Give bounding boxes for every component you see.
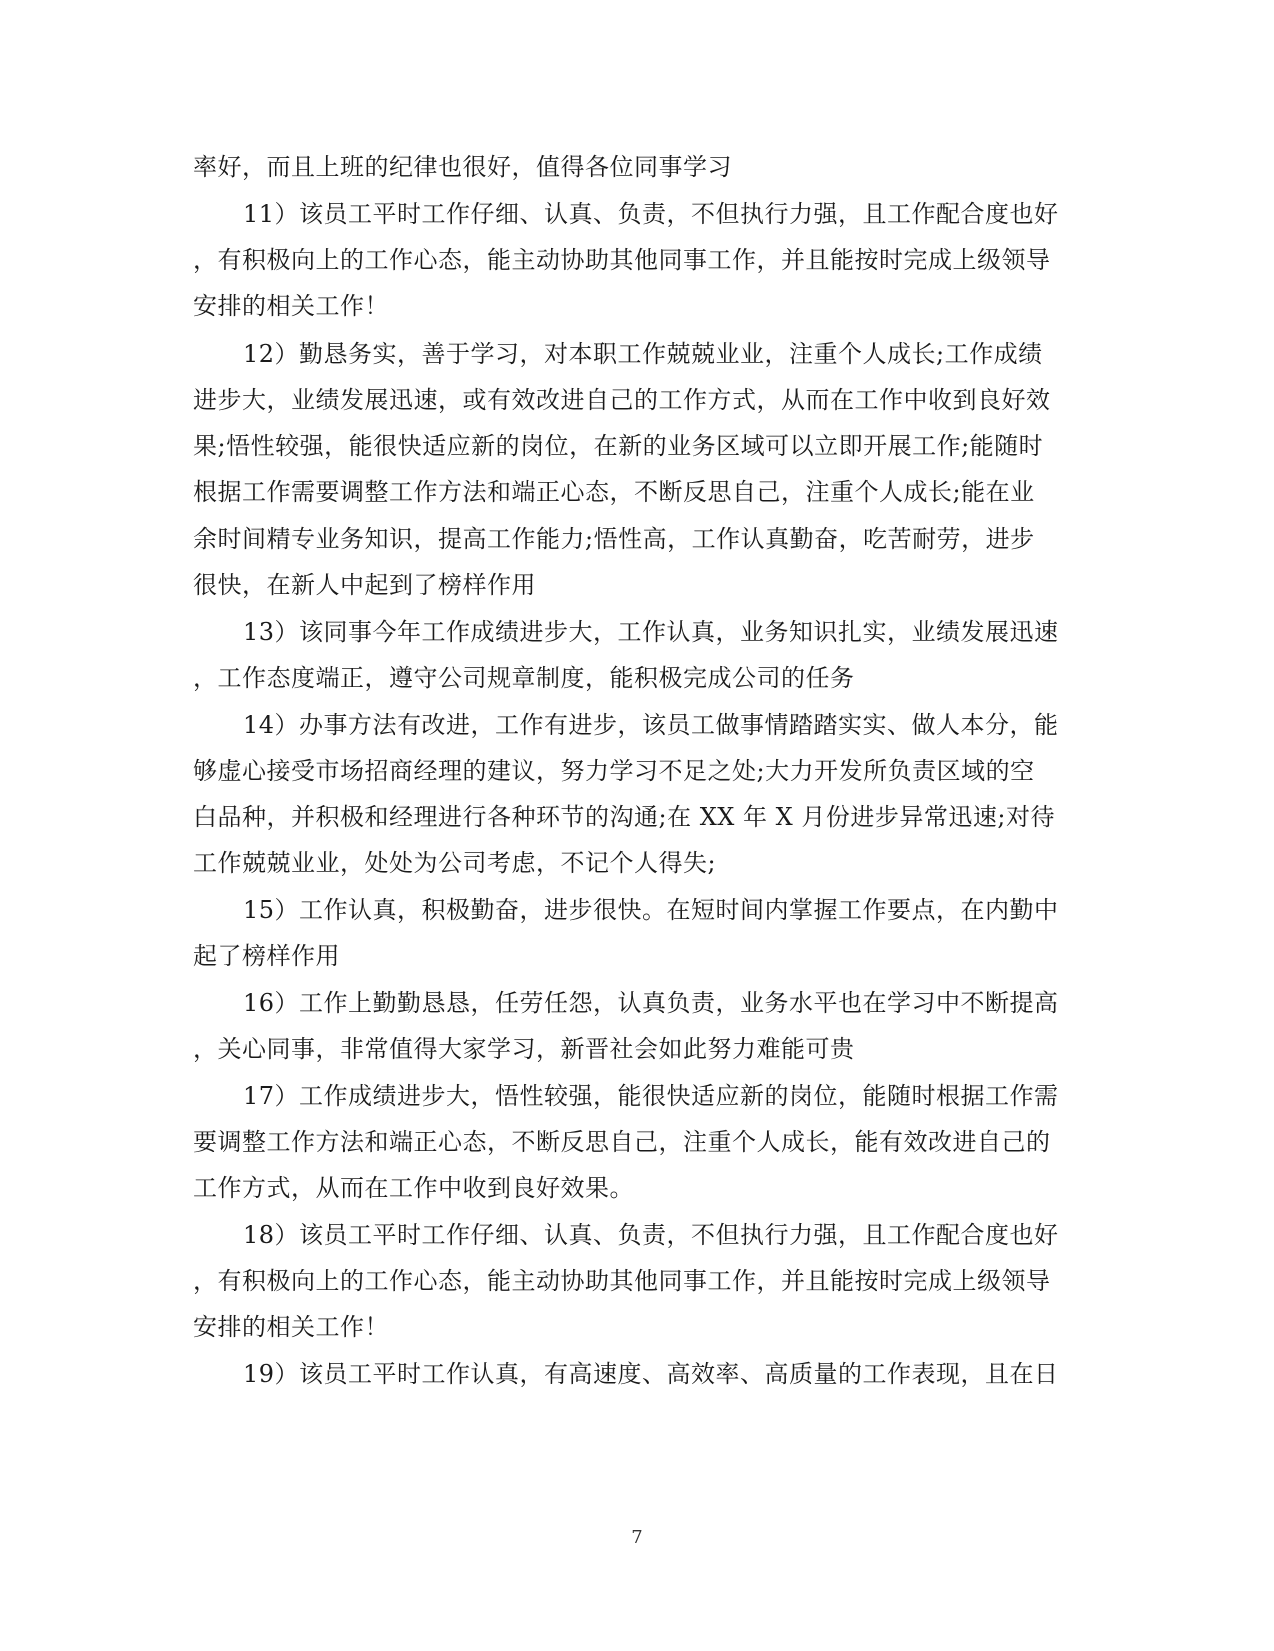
text-line: 果;悟性较强，能很快适应新的岗位，在新的业务区域可以立即开展工作;能随时	[193, 432, 1044, 460]
text-line: 11）该员工平时工作仔细、认真、负责，不但执行力强，且工作配合度也好	[243, 200, 1059, 228]
text-line: 要调整工作方法和端正心态，不断反思自己，注重个人成长，能有效改进自己的	[193, 1128, 1051, 1156]
text-line: 17）工作成绩进步大，悟性较强，能很快适应新的岗位，能随时根据工作需	[243, 1082, 1059, 1110]
text-line: 12）勤恳务实，善于学习，对本职工作兢兢业业，注重个人成长;工作成绩	[243, 340, 1043, 368]
text-line: 工作兢兢业业，处处为公司考虑，不记个人得失;	[193, 849, 717, 877]
page-number: 7	[631, 1527, 643, 1548]
text-line: 安排的相关工作！	[193, 292, 389, 320]
text-line: 白品种，并积极和经理进行各种环节的沟通;在 XX 年 X 月份进步异常迅速;对待	[193, 803, 1055, 831]
text-line: ，有积极向上的工作心态，能主动协助其他同事工作，并且能按时完成上级领导	[193, 246, 1051, 274]
text-line: 率好，而且上班的纪律也很好，值得各位同事学习	[193, 153, 732, 181]
text-line: 13）该同事今年工作成绩进步大，工作认真，业务知识扎实，业绩发展迅速	[243, 618, 1059, 646]
text-line: 根据工作需要调整工作方法和端正心态，不断反思自己，注重个人成长;能在业	[193, 478, 1035, 506]
text-line: 16）工作上勤勤恳恳，任劳任怨，认真负责，业务水平也在学习中不断提高	[243, 989, 1059, 1017]
text-line: 工作方式，从而在工作中收到良好效果。	[193, 1174, 634, 1202]
text-line: 很快，在新人中起到了榜样作用	[193, 571, 536, 599]
text-line: 起了榜样作用	[193, 942, 340, 970]
text-line: ，关心同事，非常值得大家学习，新晋社会如此努力难能可贵	[193, 1035, 855, 1063]
text-line: ，工作态度端正，遵守公司规章制度，能积极完成公司的任务	[193, 664, 855, 692]
text-line: 18）该员工平时工作仔细、认真、负责，不但执行力强，且工作配合度也好	[243, 1221, 1059, 1249]
text-line: 19）该员工平时工作认真，有高速度、高效率、高质量的工作表现，且在日	[243, 1360, 1059, 1388]
text-line: 14）办事方法有改进，工作有进步，该员工做事情踏踏实实、做人本分，能	[243, 711, 1059, 739]
text-line: 安排的相关工作！	[193, 1313, 389, 1341]
text-line: 余时间精专业务知识，提高工作能力;悟性高，工作认真勤奋，吃苦耐劳，进步	[193, 525, 1035, 553]
text-line: 进步大，业绩发展迅速，或有效改进自己的工作方式，从而在工作中收到良好效	[193, 386, 1051, 414]
text-line: ，有积极向上的工作心态，能主动协助其他同事工作，并且能按时完成上级领导	[193, 1267, 1051, 1295]
text-line: 15）工作认真，积极勤奋，进步很快。在短时间内掌握工作要点，在内勤中	[243, 896, 1059, 924]
text-line: 够虚心接受市场招商经理的建议，努力学习不足之处;大力开发所负责区域的空	[193, 757, 1035, 785]
